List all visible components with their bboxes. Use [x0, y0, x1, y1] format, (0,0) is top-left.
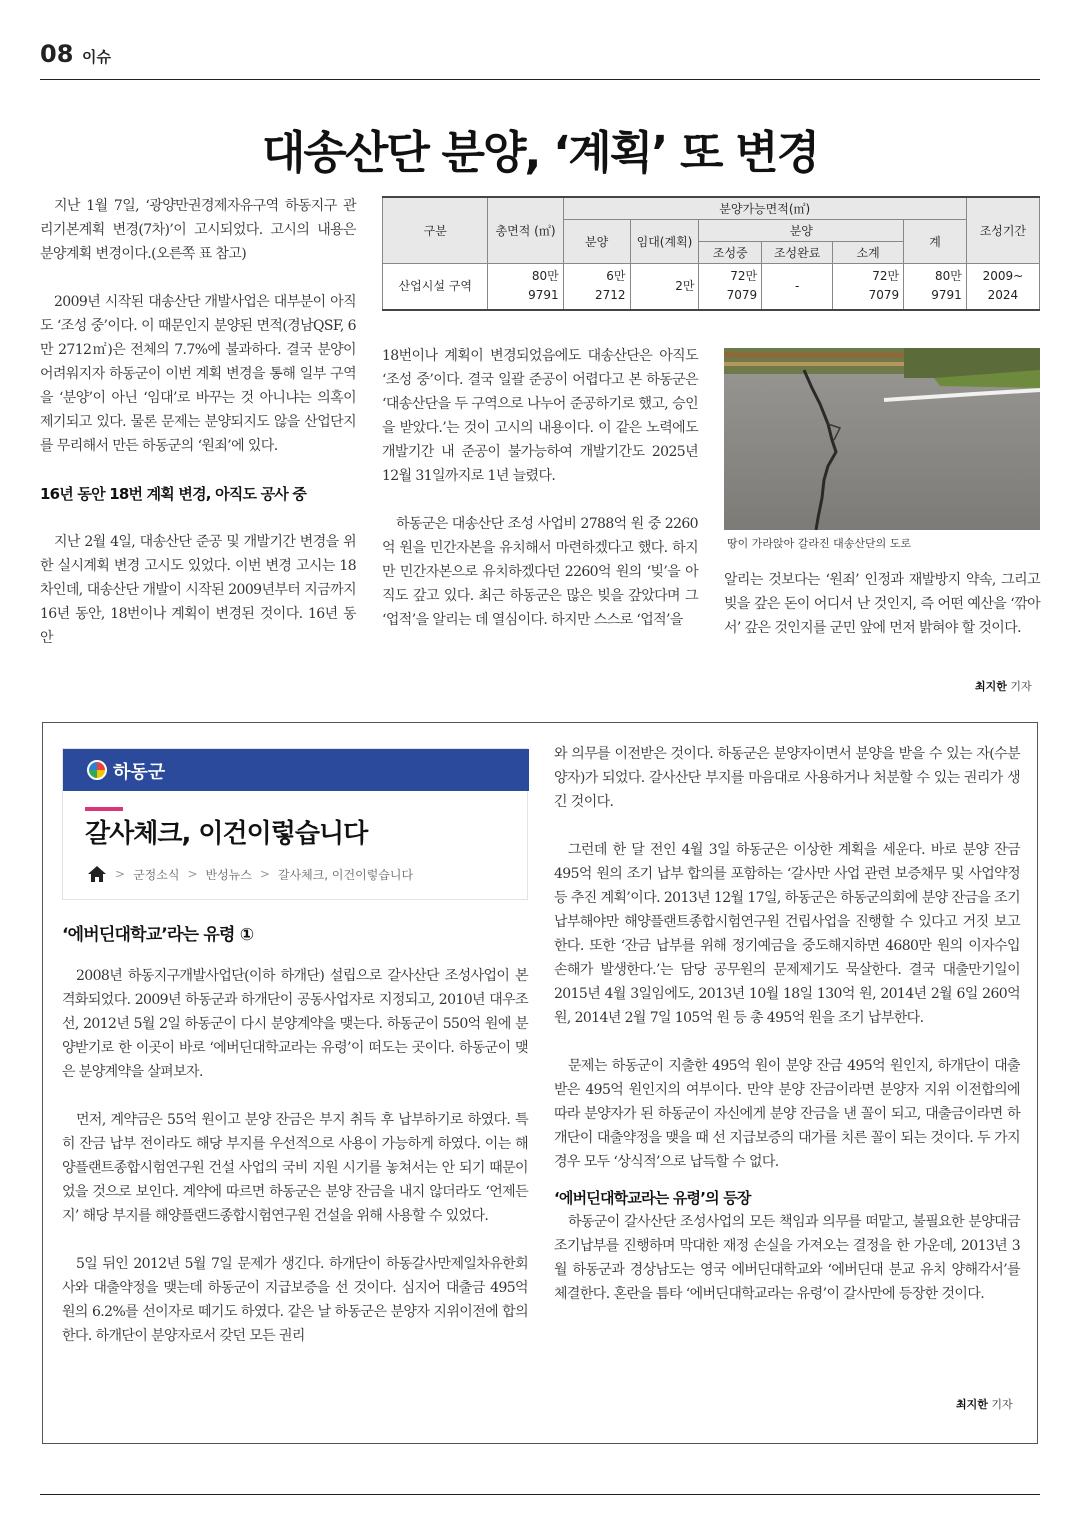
paragraph: 18번이나 계획이 변경되었음에도 대송산단은 아직도 ‘조성 중’이다. 결국 일괄 준공이 어렵다고 본 하동군은 ‘대송산단을 두 구역으로 나누어 준공하기로 했고, 승인을 받았다.’는 것이 고시의 내용이다. 이 같은 노력에도 개발기간 내 준공이 불가능하여 개발기간도 2025년 12월 31일까지로 1년 늘렸다.: [382, 348, 698, 484]
chevron-right-icon: >: [115, 867, 126, 881]
cell-total: 80만 9791: [488, 264, 563, 310]
title-accent-bar: [85, 807, 123, 811]
box-heading: ‘에버딘대학교’라는 유령 ①: [62, 925, 254, 945]
paragraph: 5일 뒤인 2012년 5월 7일 문제가 생긴다. 하개단이 하동갈사만제일차유한회사와 대출약정을 맺는데 하동군이 지급보증을 선 것이다. 심지어 대출금 495억 원의 6.2%를 선이자로 떼기도 하였다. 같은 날 하동군은 분양자 지위이전에 합의한다. 하개단이 분양자로서 갖던 모든 권리: [62, 1256, 528, 1344]
row-label: 산업시설 구역: [383, 264, 488, 310]
breadcrumb-item: 갈사체크, 이건이렇습니다: [277, 867, 414, 882]
paragraph: 알리는 것보다는 ‘원죄’ 인정과 재발방지 약속, 그리고 빚을 갚은 돈이 어디서 난 것인지, 즉 어떤 예산을 ‘깎아서’ 갚은 것인지를 군민 앞에 먼저 밝혀야 할 것이다.: [724, 572, 1040, 636]
cell-imdae: 2만: [630, 264, 699, 310]
header-bunyang-group: 분양: [699, 220, 904, 242]
paragraph: 하동군은 대송산단 조성 사업비 2788억 원 중 2260억 원을 민간자본을 유치해서 마련하겠다고 했다. 하지만 민간자본으로 유치하겠다던 2260억 원의 ‘빚’을 아직도 갚고 있다. 최근 하동군은 많은 빚을 갚았다며 그 ‘업적’을 알리는 데 열심이다. 하지만 스스로 ‘업적’을: [382, 516, 698, 628]
paragraph: 그런데 한 달 전인 4월 3일 하동군은 이상한 계획을 세운다. 바로 분양 잔금 495억 원의 조기 납부 합의를 포함하는 ‘갈사만 사업 관련 보증채무 및 사업약정 등 추진 계획’이다. 2013년 12월 17일, 하동군은 하동군의회에 분양 잔금을 조기 납부해야만 해양플랜트종합시험연구원 건립사업을 진행할 수 있다고 거짓 보고한다. 또한 ‘잔금 납부를 위해 정기예금을 중도해지하면 4680만 원의 이자수입 손해가 발생한다.’는 담당 공무원의 문제제기도 묵살한다. 결국 대출만기일이 2015년 4월 3일임에도, 2013년 10월 18일 130억 원, 2014년 2월 6일 260억 원, 2014년 2월 7일 105억 원 등 총 495억 원을 조기 납부한다.: [554, 842, 1020, 1026]
article-column-1: [40, 194, 356, 650]
page-header: [40, 40, 1040, 80]
header-gubun: 구분: [383, 197, 488, 264]
breadcrumb-item: 군정소식: [133, 867, 180, 882]
cell-gye: 80만 9791: [904, 264, 967, 310]
byline: [975, 678, 1032, 694]
website-page-title: 갈사체크, 이건이렇습니다: [85, 819, 368, 849]
cell-bunyang: 6만 2712: [563, 264, 630, 310]
box-subheading: ‘에버딘대학교라는 유령’의 등장: [554, 1189, 751, 1207]
article-column-2: [382, 344, 698, 632]
header-josungwanryo: 조성완료: [762, 242, 833, 264]
paragraph: 2008년 하동지구개발사업단(이하 하개단) 설립으로 갈사산단 조성사업이 본격화되었다. 2009년 하동군과 하개단이 공동사업자로 지정되고, 2010년 대우조선, 2012년 5월 2일 하동군이 다시 분양계약을 맺는다. 하동군이 550억 원에 분양받기로 한 이곳이 바로 ‘에버딘대학교라는 유령’이 떠도는 곳이다. 하동군이 맺은 분양계약을 살펴보자.: [62, 968, 528, 1080]
website-screenshot: [62, 748, 528, 900]
road-crack-image: [724, 348, 1040, 530]
cell-josungwanryo: -: [762, 264, 833, 310]
paragraph: 먼저, 계약금은 55억 원이고 분양 잔금은 부지 취득 후 납부하기로 하였다. 특히 잔금 납부 전이라도 해당 부지를 우선적으로 사용이 가능하게 하였다. 이는 해양플랜트종합시험연구원 건설 사업의 국비 지원 시기를 놓쳐서는 안 되기 때문이었을 것으로 보인다. 계약에 따르면 하동군은 분양 잔금을 내지 않더라도 ‘언제든지’ 해당 부지를 해양플랜드종합시험연구원 건설을 위해 사용할 수 있었다.: [62, 1112, 528, 1224]
subheading: 16년 동안 18번 계획 변경, 아직도 공사 중: [40, 485, 307, 503]
cell-josungjung: 72만 7079: [699, 264, 762, 310]
cell-sogye: 72만 7079: [833, 264, 904, 310]
header-imdae: 임대(계획): [630, 220, 699, 264]
byline-name: 최지한: [975, 680, 1007, 693]
footer-rule: [40, 1494, 1040, 1495]
paragraph: 지난 1월 7일, ‘광양만권경제자유구역 하동지구 관리기본계획 변경(7차)’이 고시되었다. 고시의 내용은 분양계획 변경이다.(오른쪽 표 참고): [40, 198, 356, 262]
paragraph: 문제는 하동군이 지출한 495억 원이 분양 잔금 495억 원인지, 하개단이 대출받은 495억 원인지의 여부이다. 만약 분양 잔금이라면 분양자 지위 이전합의에 따라 분양자가 된 하동군이 자신에게 분양 잔금을 낸 꼴이 되고, 대출금이라면 하개단이 대출약정을 맺을 때 선 지급보증의 대가를 치른 꼴이 되는 것이다. 두 가지 경우 모두 ‘상식적’으로 납득할 수 없다.: [554, 1058, 1020, 1170]
box-column-left: [62, 964, 528, 1348]
section-label: 이슈: [82, 48, 111, 66]
header-period: 조성기간: [966, 197, 1039, 264]
byline-role: 기자: [991, 1398, 1013, 1411]
hadong-emblem-icon: [87, 760, 107, 780]
paragraph: 2009년 시작된 대송산단 개발사업은 대부분이 아직도 ‘조성 중’이다. 이 때문인지 분양된 면적(경남QSF, 6만 2712㎡)은 전체의 7.7%에 불과하다. 결국 분양이 어려워지자 하동군이 이번 계획 변경을 통해 일부 구역을 ‘분양’이 아닌 ‘임대’로 바꾸는 것 아니냐는 의혹이 제기되고 있다. 물론 문제는 분양되지도 않을 산업단지를 무리해서 만든 하동군의 ‘원죄’에 있다.: [40, 294, 356, 454]
header-gye: 계: [904, 220, 967, 264]
box-byline: [956, 1396, 1013, 1412]
chevron-right-icon: >: [187, 867, 198, 881]
cell-period: 2009~ 2024: [966, 264, 1039, 310]
paragraph: 지난 2월 4일, 대송산단 준공 및 개발기간 변경을 위한 실시계획 변경 고시도 있었다. 이번 변경 고시는 18차인데, 대송산단 개발이 시작된 2009년부터 지금까지 16년 동안, 18번이나 계획이 변경된 것이다. 16년 동안: [40, 534, 356, 646]
road-crack-photo: [724, 348, 1040, 530]
header-josungjung: 조성중: [699, 242, 762, 264]
header-sogye: 소계: [833, 242, 904, 264]
byline-role: 기자: [1010, 680, 1032, 693]
breadcrumb: [87, 863, 413, 885]
plan-change-table: [382, 196, 1040, 311]
page-number: 08: [40, 40, 74, 68]
paragraph: 와 의무를 이전받은 것이다. 하동군은 분양자이면서 분양을 받을 수 있는 자(수분양자)가 되었다. 갈사산단 부지를 마음대로 사용하거나 처분할 수 있는 권리가 생긴 것이다.: [554, 746, 1020, 810]
header-bunyang: 분양: [563, 220, 630, 264]
breadcrumb-item: 반성뉴스: [205, 867, 252, 882]
header-total-area: 총면적 (㎡): [488, 197, 563, 264]
header-available-area: 분양가능면적(㎡): [563, 197, 966, 220]
paragraph: 하동군이 갈사산단 조성사업의 모든 책임과 의무를 떠맡고, 불필요한 분양대금 조기납부를 진행하며 막대한 재정 손실을 가져오는 결정을 한 가운데, 2013년 3월 하동군과 경상남도는 영국 에버딘대학교와 ‘에버딘대 분교 유치 양해각서’를 체결한다. 혼란을 틈타 ‘에버딘대학교라는 유령’이 갈사만에 등장한 것이다.: [554, 1214, 1020, 1302]
box-column-right: [554, 742, 1020, 1306]
photo-caption: 땅이 가라앉아 갈라진 대송산단의 도로: [727, 537, 912, 550]
home-icon: [87, 865, 107, 883]
byline-name: 최지한: [956, 1398, 988, 1411]
article-column-3: [724, 568, 1040, 640]
table-row: [383, 264, 1040, 310]
website-header-bar: [63, 749, 529, 791]
website-logo-text: 하동군: [113, 762, 166, 783]
chevron-right-icon: >: [259, 867, 270, 881]
headline: 대송산단 분양, ‘계획’ 또 변경: [261, 126, 819, 179]
